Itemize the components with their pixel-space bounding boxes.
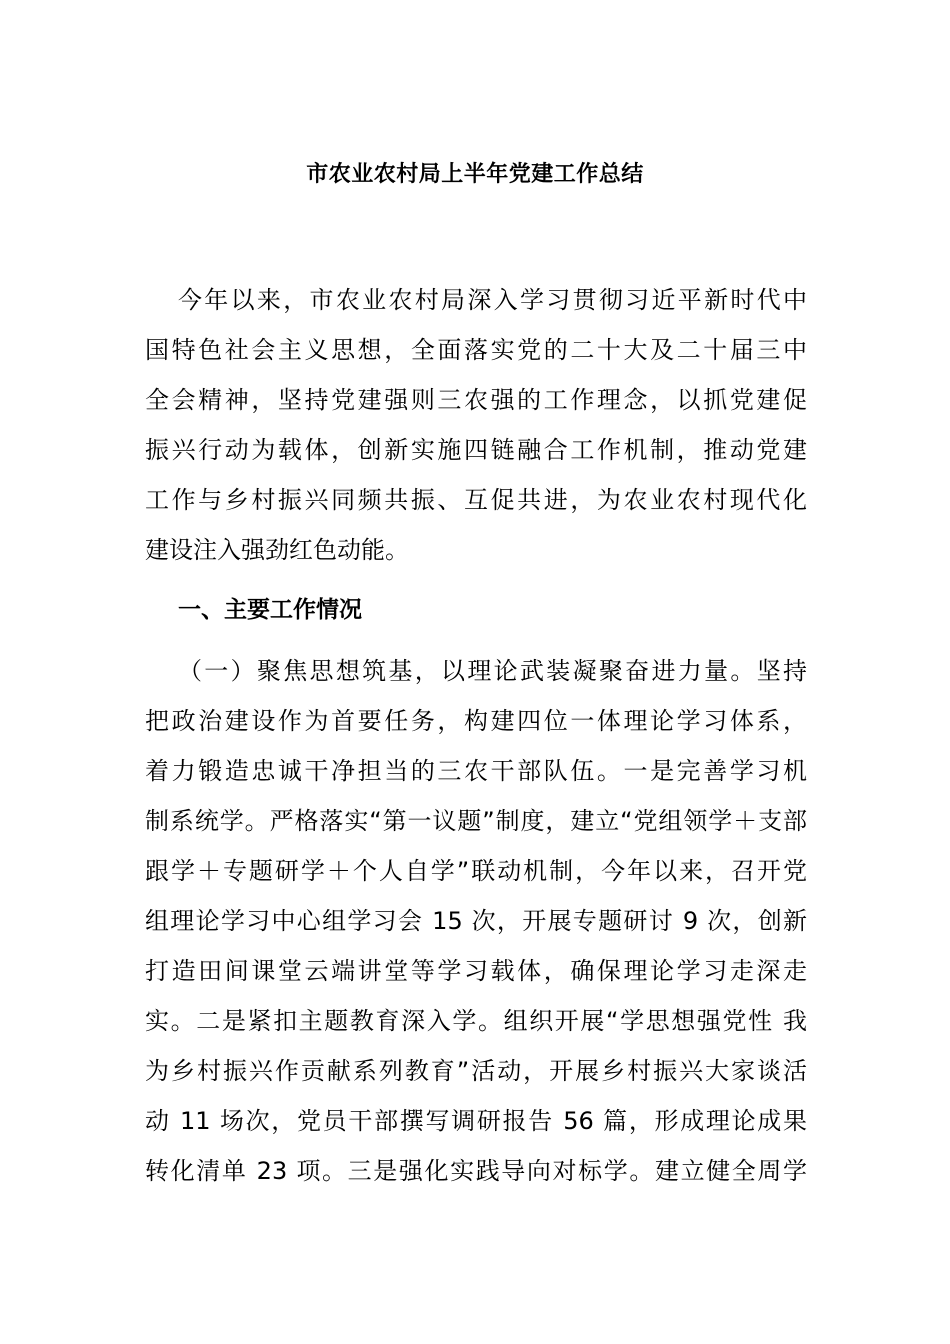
- section1-line-2: 把政治建设作为首要任务，构建四位一体理论学习体系，: [145, 707, 807, 735]
- intro-line-3: 全会精神，坚持党建强则三农强的工作理念，以抓党建促: [145, 386, 807, 414]
- intro-line-4: 振兴行动为载体，创新实施四链融合工作机制，推动党建: [145, 436, 807, 464]
- section1-line-5: 跟学＋专题研学＋个人自学”联动机制，今年以来，召开党: [145, 857, 807, 885]
- section1-line-1: （一）聚焦思想筑基，以理论武装凝聚奋进力量。坚持: [178, 657, 807, 685]
- section1-line-4: 制系统学。严格落实“第一议题”制度，建立“党组领学＋支部: [145, 807, 807, 835]
- intro-line-1: 今年以来，市农业农村局深入学习贯彻习近平新时代中: [178, 286, 807, 314]
- intro-line-2: 国特色社会主义思想，全面落实党的二十大及二十届三中: [145, 336, 807, 364]
- section1-line-7: 打造田间课堂云端讲堂等学习载体，确保理论学习走深走: [145, 957, 807, 985]
- section1-line-11: 转化清单 23 项。三是强化实践导向对标学。建立健全周学: [145, 1157, 807, 1185]
- section1-line-3: 着力锻造忠诚干净担当的三农干部队伍。一是完善学习机: [145, 757, 807, 785]
- intro-line-6: 建设注入强劲红色动能。: [145, 536, 409, 564]
- document-title: 市农业农村局上半年党建工作总结: [306, 162, 644, 187]
- section1-line-6: 组理论学习中心组学习会 15 次，开展专题研讨 9 次，创新: [145, 907, 807, 935]
- section-heading: 一、主要工作情况: [178, 597, 362, 623]
- section1-line-8: 实。二是紧扣主题教育深入学。组织开展“学思想强党性 我: [145, 1007, 807, 1035]
- intro-line-5: 工作与乡村振兴同频共振、互促共进，为农业农村现代化: [145, 486, 807, 514]
- section1-line-9: 为乡村振兴作贡献系列教育”活动，开展乡村振兴大家谈活: [145, 1057, 807, 1085]
- section1-line-10: 动 11 场次，党员干部撰写调研报告 56 篇，形成理论成果: [145, 1107, 807, 1135]
